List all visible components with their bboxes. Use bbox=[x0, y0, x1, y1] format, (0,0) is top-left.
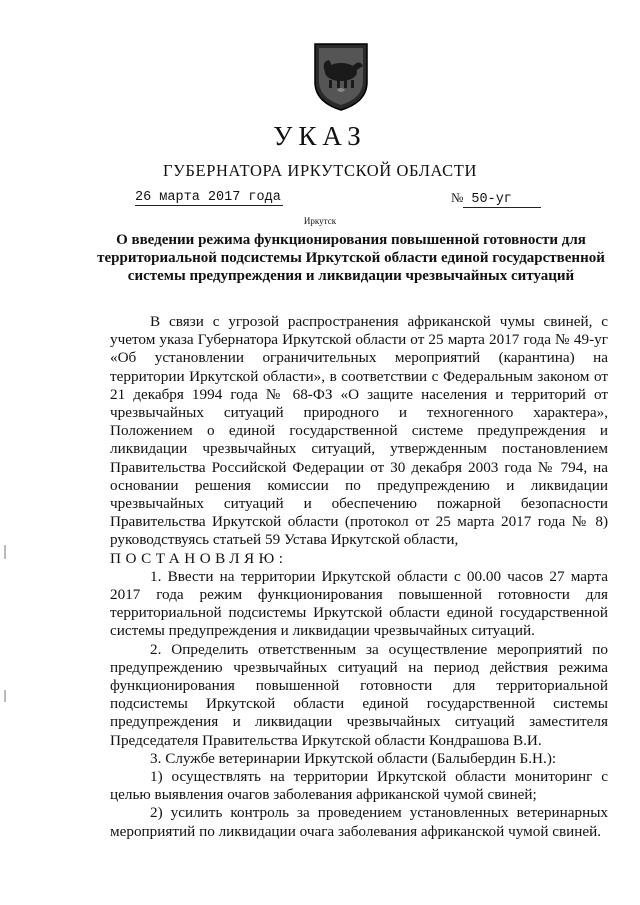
decree-word: ПОСТАНОВЛЯЮ: bbox=[110, 549, 288, 567]
document-date bbox=[135, 190, 283, 205]
item-3-paragraph: 3. Службе ветеринарии Иркутской области (Балыбердин Б.Н.): bbox=[150, 749, 557, 767]
item-3-subitem-2: 2) усилить контроль за проведением установленных ветеринарных мероприятий по ликвидации очага заболевания африканской чумой свиней. bbox=[110, 804, 608, 840]
document-title: УКАЗ bbox=[273, 121, 367, 151]
document-number bbox=[451, 190, 541, 208]
number-value: 50-уг bbox=[463, 192, 541, 208]
scan-margin-mark bbox=[4, 545, 6, 559]
document-heading: О введении режима функционирования повышенной готовности для территориальной подсистемы Иркутской области единой государственной системы предупреждения и ликвидации чрезвычайных ситуаций bbox=[97, 232, 605, 284]
item-3-subitem-1: 1) осуществлять на территории Иркутской области мониторинг с целью выявления очагов заболевания африканской чумой свиней; bbox=[110, 768, 608, 804]
item-2-paragraph: 2. Определить ответственным за осуществление мероприятий по предупреждению чрезвычайных ситуаций на период действия режима функционирования повышенной готовности для территориальной подсистемы Иркутской области единой государственной системы предупреждения и ликвидации чрезвычайных ситуаций заместителя Председателя Правительства Иркутской области Кондрашова В.И. bbox=[110, 640, 608, 749]
item-1-paragraph: 1. Ввести на территории Иркутской области с 00.00 часов 27 марта 2017 года режим функционирования повышенной готовности для территориальной подсистемы Иркутской области единой государственной системы предупреждения и ликвидации чрезвычайных ситуаций. bbox=[110, 567, 608, 640]
document-subtitle: ГУБЕРНАТОРА ИРКУТСКОЙ ОБЛАСТИ bbox=[163, 161, 477, 180]
date-value: 26 марта 2017 года bbox=[135, 190, 281, 205]
scan-margin-mark bbox=[4, 690, 6, 702]
document-body bbox=[110, 313, 608, 841]
number-sign: № bbox=[451, 190, 464, 205]
preamble-paragraph: В связи с угрозой распространения африканской чумы свиней, с учетом указа Губернатора Иркутской области от 25 марта 2017 года № 49-уг «Об установлении ограничительных мероприятий (карантина) на территории Иркутской области», в соответствии с Федеральным законом от 21 декабря 1994 года № 68-ФЗ «О защите населения и территорий от чрезвычайных ситуаций природного и техногенного характера», Положением о единой государственной системе предупреждения и ликвидации чрезвычайных ситуаций, утвержденным постановлением Правительства Российской Федерации от 30 декабря 2003 года № 794, на основании решения комиссии по предупреждению и ликвидации чрезвычайных ситуаций и обеспечению пожарной безопасности Правительства Иркутской области (протокол от 25 марта 2017 года № 8) руководствуясь статьей 59 Устава Иркутской области, bbox=[110, 313, 608, 549]
document-city: Иркутск bbox=[303, 216, 337, 226]
coat-of-arms-emblem bbox=[311, 40, 371, 112]
